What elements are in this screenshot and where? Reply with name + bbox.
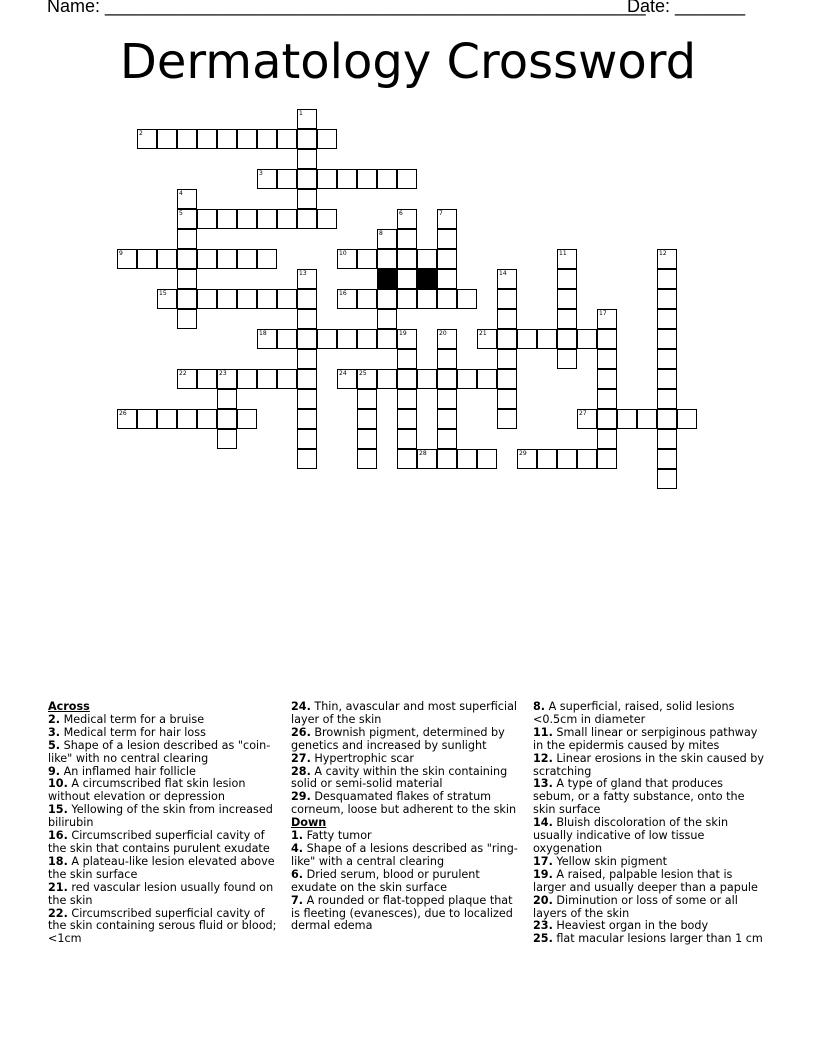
black-square: [417, 269, 437, 289]
grid-cell[interactable]: [137, 249, 157, 269]
grid-cell[interactable]: [557, 349, 577, 369]
grid-cell[interactable]: [157, 289, 177, 309]
clue-number: 15: [159, 290, 167, 297]
grid-cell[interactable]: [397, 269, 417, 289]
grid-cell[interactable]: [597, 309, 617, 329]
clue-item: [48, 778, 280, 804]
clue-number: 12: [659, 250, 667, 257]
grid-cell[interactable]: [257, 249, 277, 269]
grid-cell[interactable]: [277, 289, 297, 309]
grid-cell[interactable]: [377, 369, 397, 389]
grid-cell[interactable]: [397, 449, 417, 469]
clue-item: [533, 753, 765, 779]
grid-cell[interactable]: [337, 289, 357, 309]
grid-cell[interactable]: [397, 329, 417, 349]
clue-number: 29.: [291, 790, 311, 804]
clue-text: Dried serum, blood or purulent exudate on the skin surface: [291, 867, 480, 894]
clue-number: 6: [399, 210, 403, 217]
grid-cell[interactable]: [437, 329, 457, 349]
grid-cell[interactable]: [297, 449, 317, 469]
clue-column-1: [48, 701, 280, 946]
grid-cell[interactable]: [397, 349, 417, 369]
grid-cell[interactable]: [657, 289, 677, 309]
grid-cell[interactable]: [657, 269, 677, 289]
grid-cell[interactable]: [297, 429, 317, 449]
clue-number: 18: [259, 330, 267, 337]
clue-text: flat macular lesions larger than 1 cm: [552, 932, 763, 946]
grid-cell[interactable]: [237, 409, 257, 429]
clue-text: Small linear or serpiginous pathway in the epidermis caused by mites: [533, 725, 758, 752]
grid-cell[interactable]: [177, 229, 197, 249]
grid-cell[interactable]: [237, 129, 257, 149]
clue-number: 1.: [291, 829, 304, 843]
clue-number: 19.: [533, 867, 553, 881]
clue-number: 25.: [533, 932, 553, 946]
clue-text: Diminution or loss of some or all layers of the skin: [533, 893, 738, 920]
clue-text: Yellowing of the skin from increased bilirubin: [48, 803, 273, 830]
clue-item: [533, 869, 765, 895]
clue-number: 27: [579, 410, 587, 417]
clue-section-header: Down: [291, 816, 327, 830]
clue-item: [533, 817, 765, 856]
grid-cell[interactable]: [177, 309, 197, 329]
clue-number: 23.: [533, 919, 553, 933]
grid-cell[interactable]: [437, 429, 457, 449]
grid-cell[interactable]: [657, 409, 677, 429]
grid-cell[interactable]: [157, 249, 177, 269]
grid-cell[interactable]: [557, 249, 577, 269]
grid-cell[interactable]: [577, 329, 597, 349]
grid-cell[interactable]: [297, 109, 317, 129]
clue-number: 28.: [291, 764, 311, 778]
clue-item: [291, 766, 523, 792]
clue-item: [533, 778, 765, 817]
clue-section-header: Across: [48, 700, 90, 713]
grid-cell[interactable]: [657, 349, 677, 369]
clue-text: Linear erosions in the skin caused by scratching: [533, 751, 764, 778]
grid-cell[interactable]: [497, 289, 517, 309]
clue-text: Brownish pigment, determined by genetics and increased by sunlight: [291, 725, 505, 752]
crossword-grid: [0, 0, 816, 500]
grid-cell[interactable]: [657, 389, 677, 409]
grid-cell[interactable]: [357, 289, 377, 309]
clue-number: 17: [599, 310, 607, 317]
clue-number: 8: [379, 230, 383, 237]
grid-cell[interactable]: [397, 389, 417, 409]
grid-cell[interactable]: [177, 369, 197, 389]
clue-number: 7.: [291, 893, 304, 907]
clue-number: 26.: [291, 725, 311, 739]
clue-text: Thin, avascular and most superficial layer of the skin: [291, 700, 518, 726]
clue-item: [291, 791, 523, 817]
grid-cell[interactable]: [257, 289, 277, 309]
clue-number: 26: [119, 410, 127, 417]
grid-cell[interactable]: [557, 309, 577, 329]
grid-cell[interactable]: [317, 129, 337, 149]
grid-cell[interactable]: [317, 169, 337, 189]
clue-number: 10: [339, 250, 347, 257]
clue-number: 16.: [48, 829, 68, 843]
grid-cell[interactable]: [497, 369, 517, 389]
grid-cell[interactable]: [657, 429, 677, 449]
grid-cell[interactable]: [557, 269, 577, 289]
clue-text: Medical term for hair loss: [60, 725, 206, 739]
grid-cell[interactable]: [157, 129, 177, 149]
grid-cell[interactable]: [397, 209, 417, 229]
grid-cell[interactable]: [377, 309, 397, 329]
grid-cell[interactable]: [437, 409, 457, 429]
clue-number: 5: [179, 210, 183, 217]
clue-number: 18.: [48, 854, 68, 868]
grid-cell[interactable]: [357, 169, 377, 189]
grid-cell[interactable]: [357, 429, 377, 449]
grid-cell[interactable]: [417, 289, 437, 309]
grid-cell[interactable]: [457, 449, 477, 469]
grid-cell[interactable]: [597, 329, 617, 349]
clue-number: 28: [419, 450, 427, 457]
clue-number: 21.: [48, 880, 68, 894]
grid-cell[interactable]: [277, 329, 297, 349]
clue-item: [533, 895, 765, 921]
grid-cell[interactable]: [117, 249, 137, 269]
clue-number: 20.: [533, 893, 553, 907]
grid-cell[interactable]: [397, 409, 417, 429]
clue-number: 13: [299, 270, 307, 277]
grid-cell[interactable]: [297, 209, 317, 229]
clue-text: Circumscribed superficial cavity of the skin that contains purulent exudate: [48, 829, 270, 855]
grid-cell[interactable]: [657, 249, 677, 269]
clue-text: A type of gland that produces sebum, or a fatty substance, onto the skin surface: [533, 777, 745, 817]
clue-item: [48, 908, 280, 947]
clue-item: [291, 895, 523, 934]
grid-cell[interactable]: [357, 449, 377, 469]
clue-column-2: [291, 701, 523, 933]
clue-item: [48, 882, 280, 908]
clue-item: [48, 856, 280, 882]
grid-cell[interactable]: [357, 409, 377, 429]
grid-cell[interactable]: [137, 409, 157, 429]
grid-cell[interactable]: [257, 209, 277, 229]
clue-number: 20: [439, 330, 447, 337]
grid-cell[interactable]: [257, 169, 277, 189]
clue-number: 12.: [533, 751, 553, 765]
grid-cell[interactable]: [497, 409, 517, 429]
grid-cell[interactable]: [337, 329, 357, 349]
grid-cell[interactable]: [177, 269, 197, 289]
clue-text: Bluish discoloration of the skin usually indicative of low tissue oxygenation: [533, 816, 729, 855]
grid-cell[interactable]: [277, 129, 297, 149]
grid-cell[interactable]: [477, 329, 497, 349]
grid-cell[interactable]: [177, 409, 197, 429]
grid-cell[interactable]: [397, 429, 417, 449]
clue-text: A raised, palpable lesion that is larger and usually deeper than a papule: [533, 867, 758, 894]
grid-cell[interactable]: [297, 389, 317, 409]
grid-cell[interactable]: [297, 129, 317, 149]
grid-cell[interactable]: [377, 249, 397, 269]
clue-text: A cavity within the skin containing solid or semi-solid material: [291, 764, 508, 791]
grid-cell[interactable]: [677, 409, 697, 429]
grid-cell[interactable]: [297, 349, 317, 369]
grid-cell[interactable]: [237, 369, 257, 389]
grid-cell[interactable]: [177, 249, 197, 269]
clue-text: A superficial, raised, solid lesions <0.5cm in diameter: [533, 700, 735, 726]
clue-item: [291, 843, 523, 869]
grid-cell[interactable]: [217, 429, 237, 449]
clue-number: 13.: [533, 777, 553, 791]
clue-text: Circumscribed superficial cavity of the skin containing serous fluid or blood; <1cm: [48, 906, 277, 946]
grid-cell[interactable]: [297, 289, 317, 309]
grid-cell[interactable]: [397, 369, 417, 389]
clue-number: 22: [179, 370, 187, 377]
clue-text: Heaviest organ in the body: [552, 919, 709, 933]
clue-number: 10.: [48, 777, 68, 791]
clue-item: [291, 869, 523, 895]
grid-cell[interactable]: [457, 369, 477, 389]
clue-number: 9: [119, 250, 123, 257]
grid-cell[interactable]: [237, 289, 257, 309]
grid-cell[interactable]: [417, 369, 437, 389]
grid-cell[interactable]: [217, 129, 237, 149]
grid-cell[interactable]: [297, 329, 317, 349]
clue-number: 6.: [291, 867, 304, 881]
grid-cell[interactable]: [257, 369, 277, 389]
grid-cell[interactable]: [217, 289, 237, 309]
grid-cell[interactable]: [377, 169, 397, 189]
grid-cell[interactable]: [157, 409, 177, 429]
clue-number: 1: [299, 110, 303, 117]
clue-item: [291, 727, 523, 753]
clue-number: 4.: [291, 841, 304, 855]
clue-number: 7: [439, 210, 443, 217]
grid-cell[interactable]: [177, 289, 197, 309]
grid-cell[interactable]: [297, 189, 317, 209]
grid-cell[interactable]: [537, 329, 557, 349]
grid-cell[interactable]: [137, 129, 157, 149]
clue-text: An inflamed hair follicle: [60, 764, 196, 778]
clue-number: 5.: [48, 738, 61, 752]
clue-number: 17.: [533, 854, 553, 868]
grid-cell[interactable]: [237, 249, 257, 269]
grid-cell[interactable]: [597, 349, 617, 369]
grid-cell[interactable]: [217, 209, 237, 229]
grid-cell[interactable]: [177, 209, 197, 229]
grid-cell[interactable]: [197, 209, 217, 229]
clue-item: [533, 933, 765, 946]
grid-cell[interactable]: [437, 289, 457, 309]
clue-number: 27.: [291, 751, 311, 765]
grid-cell[interactable]: [217, 389, 237, 409]
clue-number: 2: [139, 130, 143, 137]
grid-cell[interactable]: [377, 289, 397, 309]
grid-cell[interactable]: [417, 449, 437, 469]
grid-cell[interactable]: [657, 449, 677, 469]
black-square: [377, 269, 397, 289]
grid-cell[interactable]: [297, 269, 317, 289]
grid-cell[interactable]: [277, 169, 297, 189]
grid-cell[interactable]: [277, 369, 297, 389]
grid-cell[interactable]: [437, 209, 457, 229]
clue-item: [533, 701, 765, 727]
grid-cell[interactable]: [197, 409, 217, 429]
clue-number: 16: [339, 290, 347, 297]
clue-number: 11.: [533, 725, 553, 739]
grid-cell[interactable]: [537, 449, 557, 469]
grid-cell[interactable]: [297, 409, 317, 429]
grid-cell[interactable]: [437, 229, 457, 249]
grid-cell[interactable]: [197, 369, 217, 389]
clue-number: 14: [499, 270, 507, 277]
grid-cell[interactable]: [197, 289, 217, 309]
clue-number: 11: [559, 250, 567, 257]
clue-number: 15.: [48, 803, 68, 817]
grid-cell[interactable]: [597, 429, 617, 449]
grid-cell[interactable]: [497, 269, 517, 289]
grid-cell[interactable]: [657, 329, 677, 349]
grid-cell[interactable]: [177, 189, 197, 209]
clue-number: 2.: [48, 712, 61, 726]
grid-cell[interactable]: [357, 329, 377, 349]
grid-cell[interactable]: [377, 329, 397, 349]
grid-cell[interactable]: [557, 329, 577, 349]
grid-cell[interactable]: [257, 129, 277, 149]
clue-text: Desquamated flakes of stratum corneum, loose but adherent to the skin: [291, 790, 517, 817]
clue-number: 3.: [48, 725, 61, 739]
grid-cell[interactable]: [397, 249, 417, 269]
grid-cell[interactable]: [297, 369, 317, 389]
clue-number: 24: [339, 370, 347, 377]
clue-column-3: [533, 701, 765, 946]
grid-cell[interactable]: [437, 449, 457, 469]
grid-cell[interactable]: [257, 329, 277, 349]
grid-cell[interactable]: [217, 369, 237, 389]
grid-cell[interactable]: [437, 369, 457, 389]
clue-text: Medical term for a bruise: [60, 712, 205, 726]
clue-text: Hypertrophic scar: [310, 751, 415, 765]
clue-text: Shape of a lesions described as "ring-like" with a central clearing: [291, 841, 518, 868]
grid-cell[interactable]: [237, 209, 257, 229]
clue-text: A rounded or flat-topped plaque that is fleeting (evanesces), due to localized dermal edema: [291, 893, 513, 933]
grid-cell[interactable]: [297, 309, 317, 329]
grid-cell[interactable]: [297, 149, 317, 169]
grid-cell[interactable]: [617, 409, 637, 429]
grid-cell[interactable]: [177, 129, 197, 149]
clue-number: 8.: [533, 700, 546, 713]
clue-number: 22.: [48, 906, 68, 920]
grid-cell[interactable]: [517, 329, 537, 349]
grid-cell[interactable]: [557, 289, 577, 309]
clue-text: Yellow skin pigment: [552, 854, 668, 868]
clue-number: 4: [179, 190, 183, 197]
grid-cell[interactable]: [217, 409, 237, 429]
grid-cell[interactable]: [577, 409, 597, 429]
grid-cell[interactable]: [337, 249, 357, 269]
clue-number: 19: [399, 330, 407, 337]
clue-number: 29: [519, 450, 527, 457]
grid-cell[interactable]: [437, 249, 457, 269]
clue-text: A plateau-like lesion elevated above the skin surface: [48, 854, 275, 881]
grid-cell[interactable]: [437, 389, 457, 409]
grid-cell[interactable]: [397, 289, 417, 309]
grid-cell[interactable]: [557, 449, 577, 469]
grid-cell[interactable]: [117, 409, 137, 429]
grid-cell[interactable]: [357, 389, 377, 409]
grid-cell[interactable]: [217, 249, 237, 269]
clue-text: red vascular lesion usually found on the skin: [48, 880, 274, 907]
grid-cell[interactable]: [497, 389, 517, 409]
grid-cell[interactable]: [397, 229, 417, 249]
page-title: Dermatology Crossword: [119, 34, 697, 90]
clue-number: 3: [259, 170, 263, 177]
clue-item: [533, 727, 765, 753]
clue-number: 14.: [533, 816, 553, 830]
grid-cell[interactable]: [657, 469, 677, 489]
grid-cell[interactable]: [397, 169, 417, 189]
grid-cell[interactable]: [477, 449, 497, 469]
grid-cell[interactable]: [297, 169, 317, 189]
grid-cell[interactable]: [277, 209, 297, 229]
grid-cell[interactable]: [337, 169, 357, 189]
clue-text: Shape of a lesion described as "coin-like" with no central clearing: [48, 738, 271, 765]
grid-cell[interactable]: [477, 369, 497, 389]
date-field[interactable]: Date: _______: [627, 0, 746, 16]
clue-text: Fatty tumor: [303, 829, 372, 843]
grid-cell[interactable]: [317, 329, 337, 349]
clue-number: 21: [479, 330, 487, 337]
grid-cell[interactable]: [497, 309, 517, 329]
grid-cell[interactable]: [337, 369, 357, 389]
grid-cell[interactable]: [597, 409, 617, 429]
grid-cell[interactable]: [437, 269, 457, 289]
clue-item: [291, 701, 523, 727]
grid-cell[interactable]: [377, 229, 397, 249]
clue-number: 23: [219, 370, 227, 377]
grid-cell[interactable]: [597, 389, 617, 409]
name-field[interactable]: Name: ______________________________________________________: [47, 0, 646, 16]
grid-cell[interactable]: [497, 329, 517, 349]
clue-item: [48, 804, 280, 830]
grid-cell[interactable]: [657, 309, 677, 329]
clue-text: A circumscribed flat skin lesion without elevation or depression: [48, 777, 246, 804]
grid-cell[interactable]: [437, 349, 457, 369]
grid-cell[interactable]: [197, 129, 217, 149]
clue-number: 9.: [48, 764, 61, 778]
grid-cell[interactable]: [357, 369, 377, 389]
grid-cell[interactable]: [417, 249, 437, 269]
grid-cell[interactable]: [577, 449, 597, 469]
grid-cell[interactable]: [317, 209, 337, 229]
grid-cell[interactable]: [637, 409, 657, 429]
grid-cell[interactable]: [657, 369, 677, 389]
grid-cell[interactable]: [517, 449, 537, 469]
grid-cell[interactable]: [357, 249, 377, 269]
clue-number: 25: [359, 370, 367, 377]
grid-cell[interactable]: [457, 289, 477, 309]
grid-cell[interactable]: [597, 369, 617, 389]
grid-cell[interactable]: [497, 349, 517, 369]
grid-cell[interactable]: [197, 249, 217, 269]
clue-item: [48, 740, 280, 766]
clue-item: [48, 830, 280, 856]
grid-cell[interactable]: [597, 449, 617, 469]
clue-number: 24.: [291, 700, 311, 713]
